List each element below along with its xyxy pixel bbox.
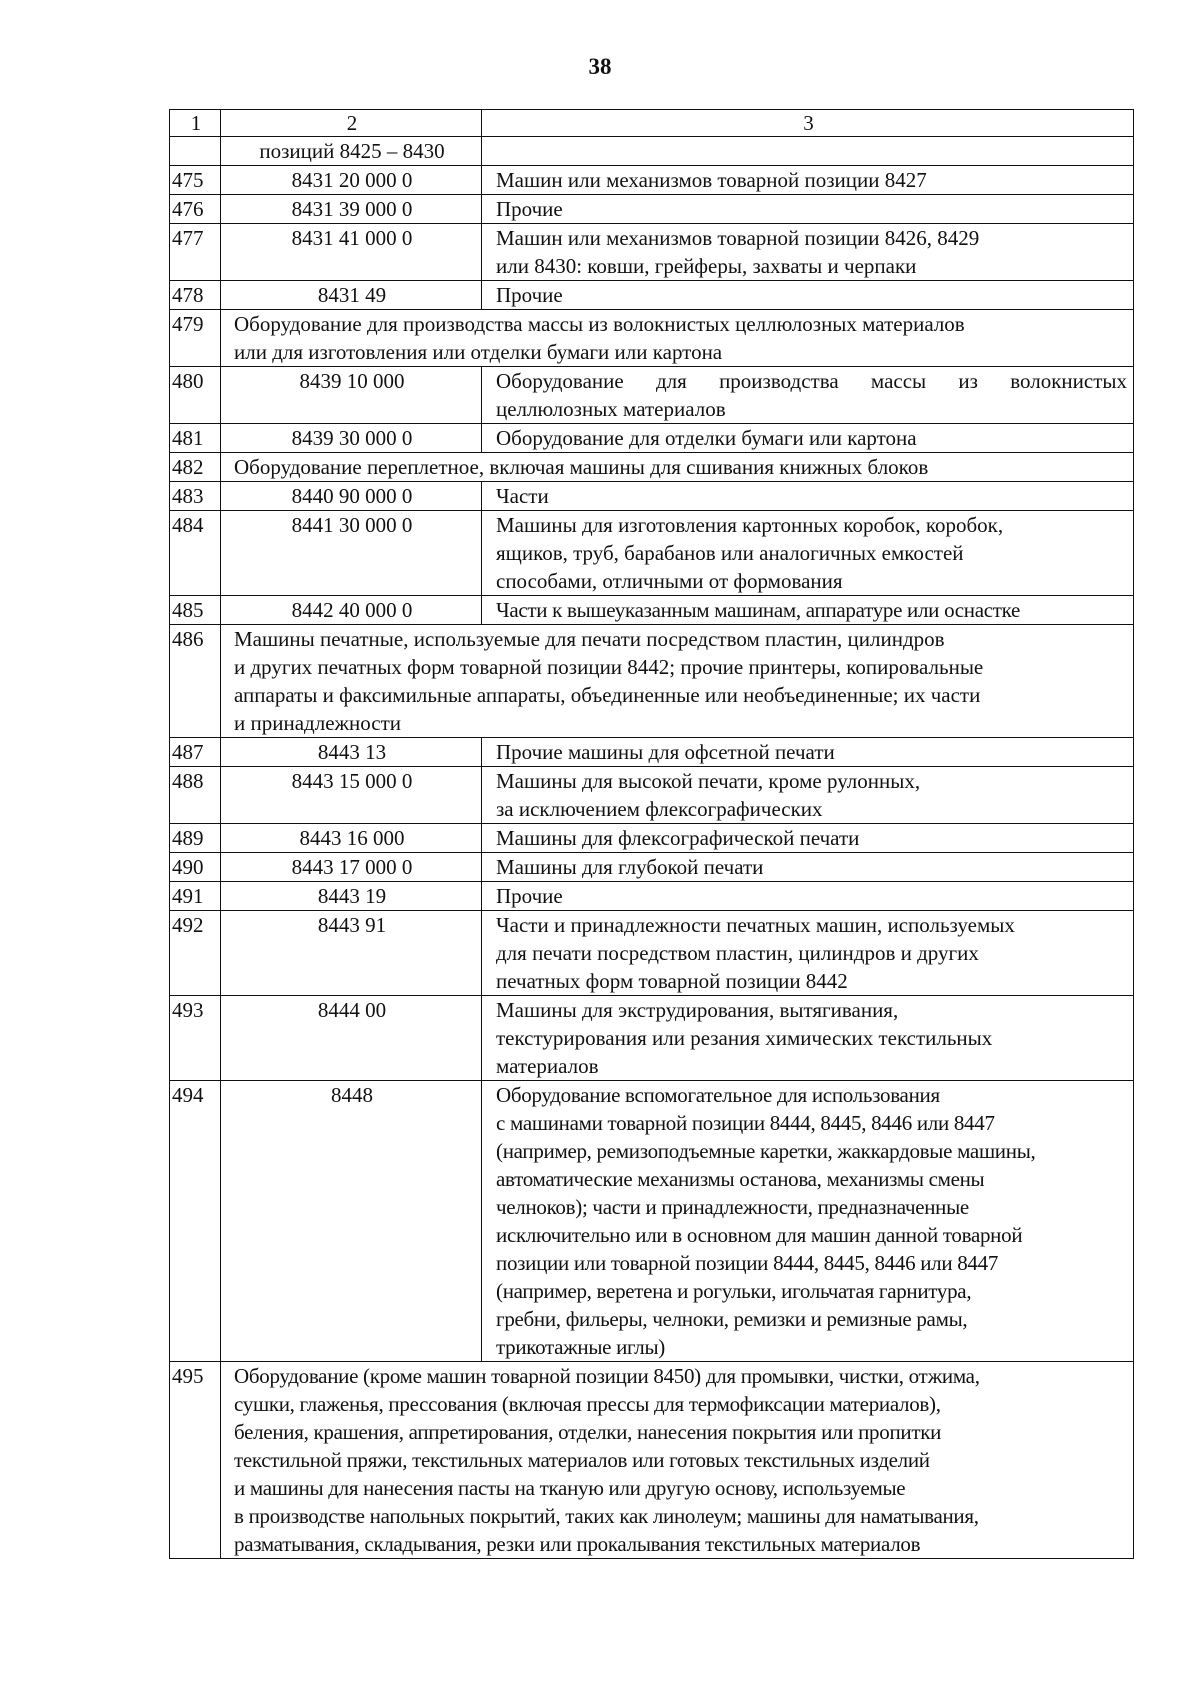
table-row — [170, 738, 1134, 767]
row-description: Прочие — [482, 195, 1134, 224]
description-line: материалов — [496, 1054, 599, 1078]
tnved-code: 8443 13 — [221, 738, 482, 767]
description-line: Машины для изготовления картонных коробок, коробок, — [496, 513, 1004, 537]
description-line: беления, крашения, аппретирования, отделки, нанесения покрытия или пропитки — [234, 1420, 942, 1444]
table-row — [170, 996, 1134, 1081]
row-description — [482, 911, 1134, 996]
table-row — [170, 596, 1134, 625]
row-description — [482, 1081, 1134, 1362]
header-col-2: 2 — [221, 110, 482, 137]
table-row — [170, 310, 1134, 367]
row-description: Части — [482, 482, 1134, 511]
row-description: Оборудование переплетное, включая машины для сшивания книжных блоков — [221, 453, 1134, 482]
description-line: Машин или механизмов товарной позиции 8426, 8429 — [496, 226, 980, 250]
description-line: и принадлежности — [234, 711, 402, 735]
tnved-code: 8431 39 000 0 — [221, 195, 482, 224]
table-row — [170, 1362, 1134, 1559]
row-description: Машин или механизмов товарной позиции 8427 — [482, 166, 1134, 195]
description-line: автоматические механизмы останова, механизмы смены — [496, 1167, 985, 1191]
table-row — [170, 625, 1134, 738]
description-line: текстурирования или резания химических текстильных — [496, 1026, 993, 1050]
description-line: сушки, глаженья, прессования (включая прессы для термофиксации материалов), — [234, 1392, 941, 1416]
tnved-code: 8431 49 — [221, 281, 482, 310]
description-line: или для изготовления или отделки бумаги или картона — [234, 340, 723, 364]
row-number: 486 — [170, 625, 221, 738]
description-line: ящиков, труб, барабанов или аналогичных емкостей — [496, 541, 964, 565]
tnved-code: 8431 20 000 0 — [221, 166, 482, 195]
tnved-code: 8443 16 000 — [221, 824, 482, 853]
header-col-1: 1 — [170, 110, 221, 137]
row-number: 488 — [170, 767, 221, 824]
row-description — [482, 511, 1134, 596]
description-line: с машинами товарной позиции 8444, 8445, 8446 или 8447 — [496, 1111, 995, 1135]
tnved-code: 8439 30 000 0 — [221, 424, 482, 453]
description-line: Машины для экструдирования, вытягивания, — [496, 998, 899, 1022]
description-line: печатных форм товарной позиции 8442 — [496, 969, 848, 993]
row-description — [482, 996, 1134, 1081]
table-row — [170, 137, 1134, 166]
description-line: для печати посредством пластин, цилиндров и других — [496, 941, 979, 965]
tnved-code: 8443 17 000 0 — [221, 853, 482, 882]
tnved-code: 8448 — [221, 1081, 482, 1362]
description-line: (например, веретена и рогульки, игольчатая гарнитура, — [496, 1279, 972, 1303]
description-line: исключительно или в основном для машин данной товарной — [496, 1223, 1023, 1247]
row-number: 493 — [170, 996, 221, 1081]
description-line: (например, ремизоподъемные каретки, жаккардовые машины, — [496, 1139, 1036, 1163]
description-line: текстильной пряжи, текстильных материалов или готовых текстильных изделий — [234, 1448, 930, 1472]
description-line: гребни, фильеры, челноки, ремизки и ремизные рамы, — [496, 1307, 968, 1331]
row-description — [221, 1362, 1134, 1559]
row-description: Машины для флексографической печати — [482, 824, 1134, 853]
table-row — [170, 367, 1134, 424]
row-description — [482, 367, 1134, 424]
row-number: 479 — [170, 310, 221, 367]
tnved-code: 8441 30 000 0 — [221, 511, 482, 596]
description-line: Части и принадлежности печатных машин, используемых — [496, 913, 1015, 937]
row-description — [482, 767, 1134, 824]
description-line: Машины печатные, используемые для печати посредством пластин, цилиндров — [234, 627, 945, 651]
table-row — [170, 882, 1134, 911]
table-row — [170, 511, 1134, 596]
table-row — [170, 166, 1134, 195]
row-number: 492 — [170, 911, 221, 996]
row-number: 485 — [170, 596, 221, 625]
row-description: Прочие — [482, 882, 1134, 911]
row-description: Прочие — [482, 281, 1134, 310]
row-number: 476 — [170, 195, 221, 224]
table-row — [170, 195, 1134, 224]
row-number: 489 — [170, 824, 221, 853]
tnved-code: 8443 19 — [221, 882, 482, 911]
description-line: целлюлозных материалов — [496, 397, 726, 421]
tnved-code: 8431 41 000 0 — [221, 224, 482, 281]
row-number: 475 — [170, 166, 221, 195]
row-number: 494 — [170, 1081, 221, 1362]
description-line: позиции или товарной позиции 8444, 8445, 8446 или 8447 — [496, 1251, 999, 1275]
tnved-code: 8439 10 000 — [221, 367, 482, 424]
description-line: трикотажные иглы) — [496, 1335, 665, 1359]
row-description — [221, 625, 1134, 738]
goods-table — [169, 109, 1134, 1559]
description-line: Машины для высокой печати, кроме рулонных, — [496, 769, 921, 793]
header-col-3: 3 — [482, 110, 1134, 137]
table-row — [170, 767, 1134, 824]
page-number: 38 — [588, 54, 612, 79]
table-row — [170, 824, 1134, 853]
description-line: и машины для нанесения пасты на тканую или другую основу, используемые — [234, 1476, 906, 1500]
table-row — [170, 453, 1134, 482]
description-line: Оборудование вспомогательное для использования — [496, 1083, 940, 1107]
table-header-row — [170, 110, 1134, 137]
description-line: разматывания, складывания, резки или прокалывания текстильных материалов — [234, 1532, 921, 1556]
tnved-code: 8442 40 000 0 — [221, 596, 482, 625]
description-line: или 8430: ковши, грейферы, захваты и черпаки — [496, 254, 917, 278]
row-description: Оборудование для отделки бумаги или картона — [482, 424, 1134, 453]
row-number: 490 — [170, 853, 221, 882]
table-row — [170, 853, 1134, 882]
tnved-code: 8443 15 000 0 — [221, 767, 482, 824]
table-row — [170, 911, 1134, 996]
description-line: за исключением флексографических — [496, 797, 823, 821]
tnved-code: 8444 00 — [221, 996, 482, 1081]
row-description — [221, 310, 1134, 367]
table-row — [170, 482, 1134, 511]
row-number: 484 — [170, 511, 221, 596]
row-number: 480 — [170, 367, 221, 424]
tnved-code: 8440 90 000 0 — [221, 482, 482, 511]
description-line: челноков); части и принадлежности, предназначенные — [496, 1195, 969, 1219]
description-line: и других печатных форм товарной позиции 8442; прочие принтеры, копировальные — [234, 655, 984, 679]
row-number: 481 — [170, 424, 221, 453]
table-row — [170, 424, 1134, 453]
row-number: 491 — [170, 882, 221, 911]
row-description: Прочие машины для офсетной печати — [482, 738, 1134, 767]
description-line: в производстве напольных покрытий, таких как линолеум; машины для наматывания, — [234, 1504, 979, 1528]
table-row — [170, 281, 1134, 310]
table-row — [170, 1081, 1134, 1362]
row-number: 477 — [170, 224, 221, 281]
row-number: 487 — [170, 738, 221, 767]
row-number: 483 — [170, 482, 221, 511]
description-line: Оборудование для производства массы из волокнистых целлюлозных материалов — [234, 312, 965, 336]
table-row — [170, 224, 1134, 281]
description-line: способами, отличными от формования — [496, 569, 843, 593]
row-description: Машины для глубокой печати — [482, 853, 1134, 882]
row-description — [482, 224, 1134, 281]
continuation-text: позиций 8425 – 8430 — [221, 137, 482, 166]
row-number: 482 — [170, 453, 221, 482]
row-number: 478 — [170, 281, 221, 310]
description-line: Оборудование для производства массы из волокнистых — [496, 369, 1127, 393]
description-line: Оборудование (кроме машин товарной позиции 8450) для промывки, чистки, отжима, — [234, 1364, 980, 1388]
row-description: Части к вышеуказанным машинам, аппаратуре или оснастке — [482, 596, 1134, 625]
tnved-code: 8443 91 — [221, 911, 482, 996]
row-number: 495 — [170, 1362, 221, 1559]
description-line: аппараты и факсимильные аппараты, объединенные или необъединенные; их части — [234, 683, 981, 707]
